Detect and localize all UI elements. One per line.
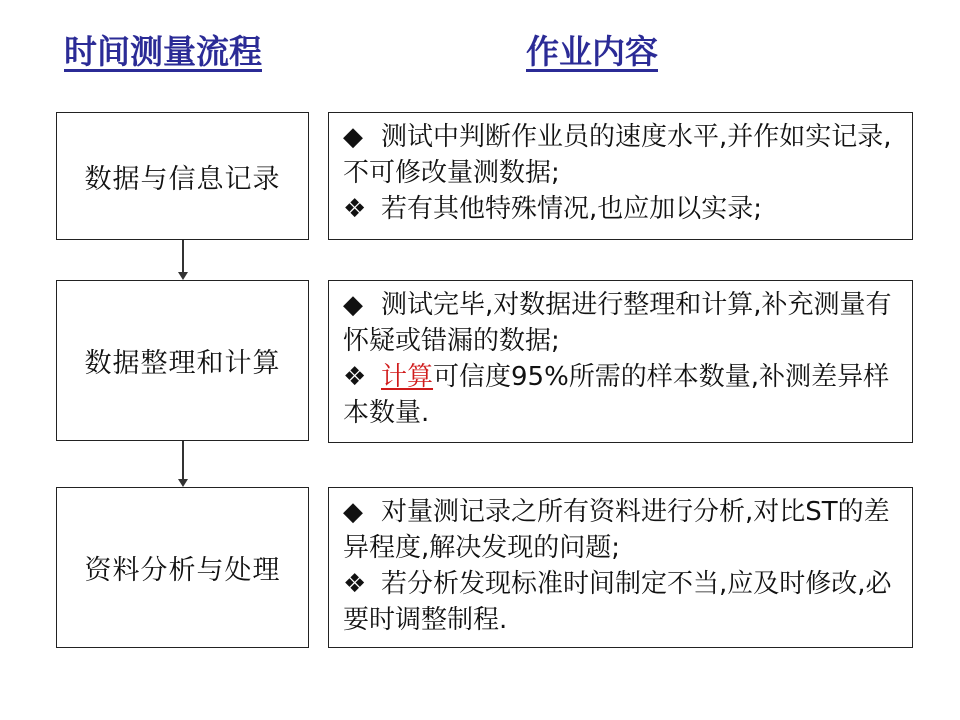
bullet-text: 测试中判断作业员的速度水平,并作如实记录,不可修改量测数据; [343,122,892,188]
bullet-text: 测试完毕,对数据进行整理和计算,补充测量有怀疑或错漏的数据; [343,290,892,356]
bullet-item [343,287,902,359]
step-label: 资料分析与处理 [84,555,281,586]
four-diamond-bullet-icon: ❖ [343,569,367,599]
diamond-bullet-icon: ◆ [343,122,363,152]
flow-arrow [182,441,184,485]
diamond-bullet-icon: ◆ [343,290,363,320]
four-diamond-bullet-icon: ❖ [343,194,367,224]
step-box-analyze [56,487,309,648]
bullet-item [343,191,902,227]
bullet-text: 若分析发现标准时间制定不当,应及时修改,必要时调整制程. [343,569,892,635]
bullet-item [343,566,902,638]
step-box-calculate [56,280,309,441]
bullet-item [343,119,902,191]
step-label: 数据整理和计算 [84,348,281,379]
content-box-record [328,112,913,240]
four-diamond-bullet-icon: ❖ [343,362,367,392]
content-column-header: 作业内容 [526,32,658,71]
bullet-item [343,359,902,431]
step-box-record [56,112,309,240]
process-column-header: 时间测量流程 [64,32,262,71]
bullet-text: 若有其他特殊情况,也应加以实录; [381,194,763,224]
bullet-text: 对量测记录之所有资料进行分析,对比ST的差异程度,解决发现的问题; [343,497,890,563]
content-box-calculate [328,280,913,443]
bullet-item [343,494,902,566]
flow-arrow [182,240,184,278]
content-box-analyze [328,487,913,648]
calculate-link[interactable]: 计算 [381,362,434,392]
bullet-text: 可信度95%所需的样本数量,补测差异样本数量. [343,362,890,428]
diamond-bullet-icon: ◆ [343,497,363,527]
step-label: 数据与信息记录 [84,163,281,195]
